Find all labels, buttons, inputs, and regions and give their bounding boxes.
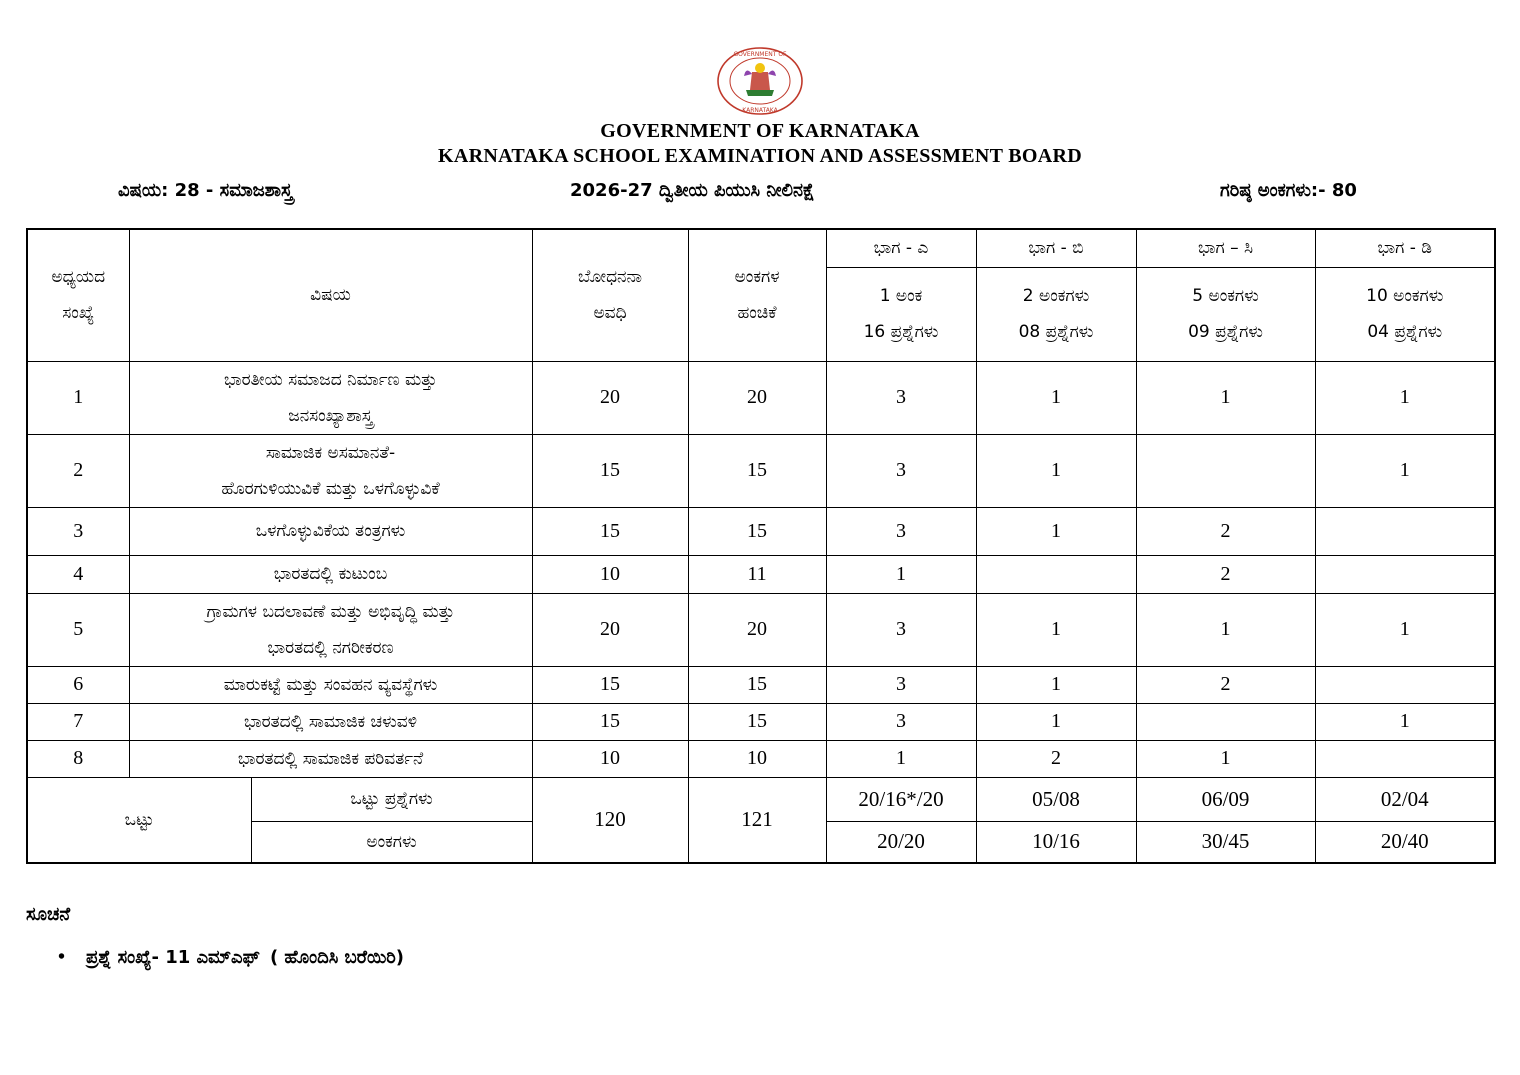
marks-cell: 15 (688, 434, 826, 507)
karnataka-emblem-seal (716, 46, 804, 116)
part-b-cell: 1 (976, 507, 1136, 555)
marks-cell: 10 (688, 740, 826, 777)
table-row (27, 703, 1495, 740)
part-c-cell: 1 (1136, 593, 1315, 666)
board-title: KARNATAKA SCHOOL EXAMINATION AND ASSESSMENT BOARD (438, 145, 1082, 167)
chapter-no: 2 (27, 434, 129, 507)
part-b-cell: 1 (976, 703, 1136, 740)
total-label: ಒಟ್ಟು (27, 777, 251, 863)
header-part-a-detail: 1 ಅಂಕ 16 ಪ್ರಶ್ನೆಗಳು (826, 267, 976, 361)
chapter-no: 8 (27, 740, 129, 777)
part-a-cell: 1 (826, 555, 976, 593)
part-b-cell (976, 555, 1136, 593)
table-row (27, 740, 1495, 777)
total-marks-part-b: 10/16 (976, 821, 1136, 863)
part-d-cell: 1 (1315, 593, 1495, 666)
part-a-cell: 3 (826, 434, 976, 507)
table-row (27, 666, 1495, 703)
total-marks-label: ಅಂಕಗಳು (251, 821, 532, 863)
topic-cell: ಭಾರತದಲ್ಲಿ ಕುಟುಂಬ (129, 555, 532, 593)
marks-cell: 15 (688, 703, 826, 740)
chapter-no: 3 (27, 507, 129, 555)
document-title: 2026-27 ದ್ವಿತೀಯ ಪಿಯುಸಿ ನೀಲಿನಕ್ಷೆ (570, 180, 815, 201)
chapter-no: 6 (27, 666, 129, 703)
part-d-cell (1315, 666, 1495, 703)
part-b-cell: 1 (976, 593, 1136, 666)
part-a-cell: 3 (826, 666, 976, 703)
part-c-cell (1136, 434, 1315, 507)
note-question-number: ಪ್ರಶ್ನೆ ಸಂಖ್ಯೆ- 11 ಎಮ್‌ಎಫ್ (86, 947, 260, 968)
part-a-cell: 3 (826, 361, 976, 434)
note-instruction: ( ಹೊಂದಿಸಿ ಬರೆಯಿರಿ) (269, 947, 405, 968)
marks-cell: 15 (688, 507, 826, 555)
max-marks-label: ಗರಿಷ್ಠ ಅಂಕಗಳು:- 80 (1220, 180, 1357, 201)
part-c-cell: 2 (1136, 507, 1315, 555)
table-row (27, 507, 1495, 555)
bullet-icon: • (58, 946, 66, 968)
total-questions-label: ಒಟ್ಟು ಪ್ರಶ್ನೆಗಳು (251, 777, 532, 821)
header-part-d-detail: 10 ಅಂಕಗಳು 04 ಪ್ರಶ್ನೆಗಳು (1315, 267, 1495, 361)
total-questions-row (27, 777, 1495, 821)
note-item (58, 946, 404, 969)
total-hours: 120 (532, 777, 688, 863)
part-d-cell (1315, 507, 1495, 555)
total-marks-part-c: 30/45 (1136, 821, 1315, 863)
subject-label: ವಿಷಯ: 28 - ಸಮಾಜಶಾಸ್ತ್ರ (118, 180, 293, 201)
table-row (27, 361, 1495, 434)
total-marks: 121 (688, 777, 826, 863)
chapter-no: 1 (27, 361, 129, 434)
total-questions-part-d: 02/04 (1315, 777, 1495, 821)
blueprint-table (26, 228, 1496, 864)
part-a-cell: 3 (826, 507, 976, 555)
hours-cell: 15 (532, 507, 688, 555)
emblem-bottom-text: KARNATAKA (742, 107, 778, 114)
part-b-cell: 2 (976, 740, 1136, 777)
hours-cell: 10 (532, 740, 688, 777)
header-marks-allocation: ಅಂಕಗಳ ಹಂಚಿಕೆ (688, 229, 826, 361)
part-a-cell: 3 (826, 703, 976, 740)
part-d-cell: 1 (1315, 703, 1495, 740)
total-marks-part-d: 20/40 (1315, 821, 1495, 863)
hours-cell: 10 (532, 555, 688, 593)
topic-cell: ಭಾರತದಲ್ಲಿ ಸಾಮಾಜಿಕ ಪರಿವರ್ತನೆ (129, 740, 532, 777)
table-row (27, 593, 1495, 666)
hours-cell: 15 (532, 666, 688, 703)
header-part-b-detail: 2 ಅಂಕಗಳು 08 ಪ್ರಶ್ನೆಗಳು (976, 267, 1136, 361)
marks-cell: 20 (688, 361, 826, 434)
header-topic: ವಿಷಯ (129, 229, 532, 361)
hours-cell: 15 (532, 434, 688, 507)
total-questions-part-b: 05/08 (976, 777, 1136, 821)
header-part-b: ಭಾಗ - ಬಿ (976, 229, 1136, 267)
header-part-d: ಭಾಗ - ಡಿ (1315, 229, 1495, 267)
part-a-cell: 3 (826, 593, 976, 666)
header-part-c: ಭಾಗ – ಸಿ (1136, 229, 1315, 267)
chapter-no: 4 (27, 555, 129, 593)
notes-title: ಸೂಚನೆ (26, 904, 71, 925)
table-row (27, 555, 1495, 593)
header-teaching-hours: ಬೋಧನನಾ ಅವಧಿ (532, 229, 688, 361)
part-c-cell (1136, 703, 1315, 740)
topic-cell: ಒಳಗೊಳ್ಳುವಿಕೆಯ ತಂತ್ರಗಳು (129, 507, 532, 555)
topic-cell: ಮಾರುಕಟ್ಟೆ ಮತ್ತು ಸಂವಹನ ವ್ಯವಸ್ಥೆಗಳು (129, 666, 532, 703)
chapter-no: 5 (27, 593, 129, 666)
header-part-a: ಭಾಗ - ಎ (826, 229, 976, 267)
part-a-cell: 1 (826, 740, 976, 777)
hours-cell: 15 (532, 703, 688, 740)
hours-cell: 20 (532, 593, 688, 666)
part-c-cell: 2 (1136, 666, 1315, 703)
chapter-no: 7 (27, 703, 129, 740)
total-marks-part-a: 20/20 (826, 821, 976, 863)
header-part-c-detail: 5 ಅಂಕಗಳು 09 ಪ್ರಶ್ನೆಗಳು (1136, 267, 1315, 361)
total-questions-part-c: 06/09 (1136, 777, 1315, 821)
total-questions-part-a: 20/16*/20 (826, 777, 976, 821)
header-chapter-no: ಅಧ್ಯಯದ ಸಂಖ್ಯೆ (27, 229, 129, 361)
marks-cell: 15 (688, 666, 826, 703)
part-c-cell: 1 (1136, 740, 1315, 777)
part-c-cell: 2 (1136, 555, 1315, 593)
part-c-cell: 1 (1136, 361, 1315, 434)
topic-cell: ಸಾಮಾಜಿಕ ಅಸಮಾನತೆ- ಹೊರಗುಳಿಯುವಿಕೆ ಮತ್ತು ಒಳಗೊಳ್ಳುವಿಕೆ (129, 434, 532, 507)
topic-cell: ಭಾರತೀಯ ಸಮಾಜದ ನಿರ್ಮಾಣ ಮತ್ತು ಜನಸಂಖ್ಯಾಶಾಸ್ತ್ರ (129, 361, 532, 434)
part-b-cell: 1 (976, 434, 1136, 507)
marks-cell: 11 (688, 555, 826, 593)
hours-cell: 20 (532, 361, 688, 434)
part-b-cell: 1 (976, 361, 1136, 434)
part-d-cell (1315, 740, 1495, 777)
table-row (27, 434, 1495, 507)
emblem-top-text: GOVERNMENT OF (733, 51, 787, 58)
topic-cell: ಗ್ರಾಮಗಳ ಬದಲಾವಣೆ ಮತ್ತು ಅಭಿವೃದ್ಧಿ ಮತ್ತು ಭಾರತದಲ್ಲಿ ನಗರೀಕರಣ (129, 593, 532, 666)
part-d-cell: 1 (1315, 434, 1495, 507)
org-title: GOVERNMENT OF KARNATAKA (600, 120, 920, 142)
part-d-cell: 1 (1315, 361, 1495, 434)
marks-cell: 20 (688, 593, 826, 666)
topic-cell: ಭಾರತದಲ್ಲಿ ಸಾಮಾಜಿಕ ಚಳುವಳಿ (129, 703, 532, 740)
part-b-cell: 1 (976, 666, 1136, 703)
part-d-cell (1315, 555, 1495, 593)
